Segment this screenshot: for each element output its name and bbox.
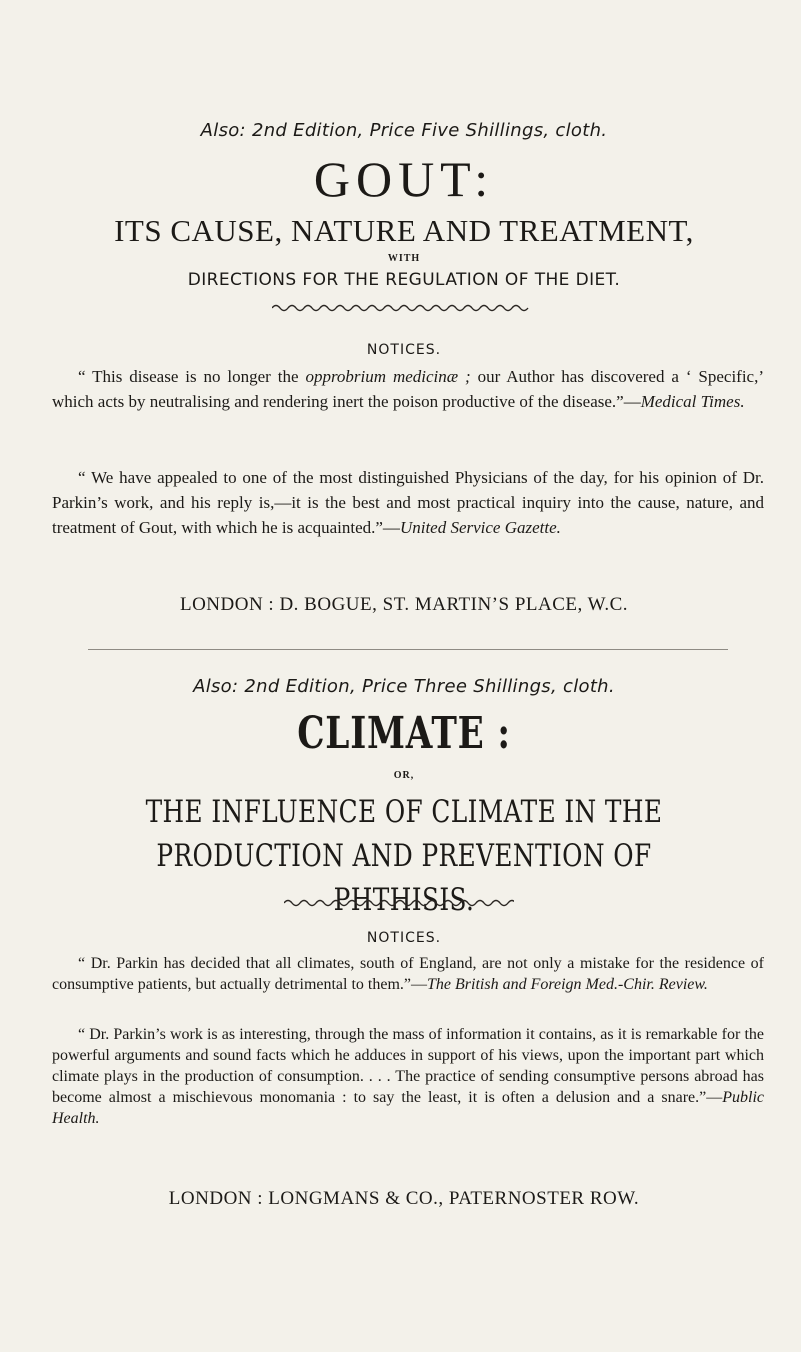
notices-heading-text: NOTICES.	[366, 930, 442, 946]
notice-1-climate	[52, 953, 764, 995]
notice-paragraph	[52, 1024, 764, 1129]
subtitle-text: ITS CAUSE, NATURE AND TREATMENT,	[114, 213, 694, 248]
with-text: WITH	[387, 253, 421, 264]
wavy-divider	[272, 302, 530, 314]
notice-text: “ This disease is no longer the	[78, 367, 306, 386]
edition-line-text: Also: 2nd Edition, Price Three Shillings, cloth.	[193, 676, 615, 697]
with-label	[44, 253, 764, 264]
book-title-gout	[44, 150, 764, 208]
notice-2-gout	[52, 465, 764, 540]
notices-heading-text: NOTICES.	[366, 342, 442, 358]
notices-heading-climate	[44, 930, 764, 946]
notice-text: “ Dr. Parkin has decided that all climates, south of England, are not only a mistake for the residence of consumptive patients, but actually detrimental to them.”—	[52, 955, 764, 993]
notice-source: Medical Times.	[640, 392, 745, 411]
book-title-climate	[44, 708, 764, 759]
notice-text: “ We have appealed to one of the most distinguished Physicians of the day, for his opinion of Dr. Parkin’s work, and his reply is,—it is the best and most practical inquiry into the cause, nature, and treatment of Gout, with which he is acquainted.”—	[52, 468, 764, 537]
subtitle-line-1: THE INFLUENCE OF CLIMATE IN THE	[145, 794, 663, 830]
directions-line	[44, 270, 764, 290]
notice-source: The British and Foreign Med.-Chir. Review.	[427, 976, 708, 993]
notice-source: Public Health.	[52, 1089, 764, 1127]
title-text: GOUT:	[313, 151, 495, 207]
edition-line-gout	[44, 120, 764, 141]
title-text: CLIMATE :	[297, 708, 511, 759]
directions-text: DIRECTIONS FOR THE REGULATION OF THE DIET.	[187, 270, 621, 290]
wavy-divider	[284, 897, 514, 909]
notice-text: “ Dr. Parkin’s work is as interesting, through the mass of information it contains, as it is remarkable for the powerful arguments and sound facts which he adduces in support of his views, upon the important part which climate plays in the production of consumption. . . . The practice of sending consumptive persons abroad has become almost a mischievous monomania : to say the least, it is often a delusion and a snare.”—	[52, 1026, 764, 1106]
notice-paragraph	[52, 465, 764, 540]
edition-line-text: Also: 2nd Edition, Price Five Shillings, cloth.	[200, 120, 608, 141]
notices-heading-gout	[44, 342, 764, 358]
publisher-gout	[44, 594, 764, 616]
notice-2-climate	[52, 1024, 764, 1129]
notice-paragraph	[52, 364, 764, 414]
horizontal-rule	[88, 649, 728, 650]
notice-text: our Author has discovered a ‘ Specific,’ which acts by neutralising and rendering inert the poison productive of the disease.”—	[52, 367, 765, 411]
publisher-text: LONDON : D. BOGUE, ST. MARTIN’S PLACE, W.C.	[179, 594, 629, 615]
subtitle-line-2: PRODUCTION AND PREVENTION OF PHTHISIS.	[156, 838, 652, 918]
notice-italic: opprobrium medicinæ ;	[305, 367, 471, 386]
publisher-climate	[44, 1188, 764, 1210]
publisher-text: LONDON : LONGMANS & CO., PATERNOSTER ROW.	[168, 1188, 640, 1209]
or-label	[44, 770, 764, 781]
book-subtitle-gout	[44, 213, 764, 249]
notice-paragraph	[52, 953, 764, 995]
notice-1-gout	[52, 364, 764, 414]
or-text: OR,	[393, 770, 415, 781]
edition-line-climate	[44, 676, 764, 697]
notice-source: United Service Gazette.	[399, 518, 561, 537]
